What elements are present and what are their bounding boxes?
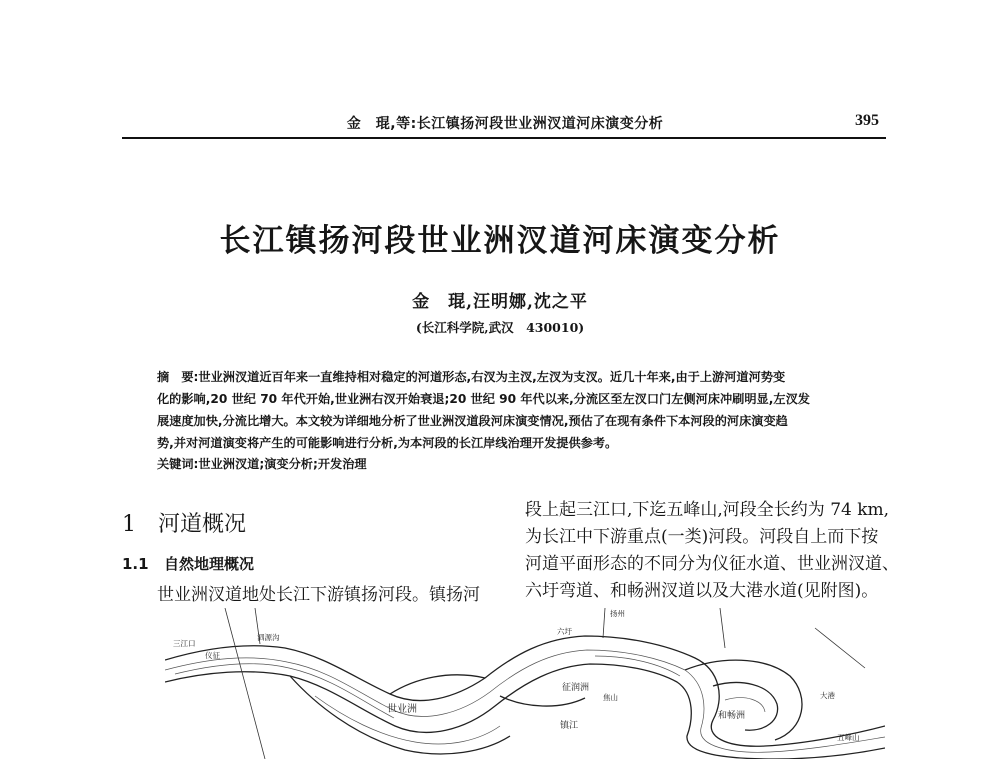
map-label: 六圩 [557, 627, 572, 636]
canals [225, 608, 865, 759]
map-label: 大港 [820, 691, 835, 700]
paragraph-line: 为长江中下游重点(一类)河段。河段自上而下按 [525, 527, 879, 547]
affiliation: (长江科学院,武汉 430010) [415, 320, 585, 335]
abstract-line: 摘 要:世业洲汊道近百年来一直维持相对稳定的河道形态,右汊为主汊,左汊为支汊。近几十年来,由于上游河道河势变 [157, 370, 786, 384]
body-paragraph-left: 世业洲汊道地处长江下游镇扬河段。镇扬河 [157, 585, 480, 605]
section-title: 河道概况 [158, 512, 247, 537]
running-head-title: 金 琨,等:长江镇扬河段世业洲汊道河床演变分析 [346, 116, 664, 132]
map-label: 征润洲 [562, 683, 590, 693]
section-number: 1 [122, 512, 136, 537]
river-map-figure [165, 608, 885, 759]
map-label: 三江口 [173, 639, 196, 648]
paragraph-line: 河道平面形态的不同分为仪征水道、世业洲汊道、 [525, 554, 899, 574]
keywords: 关键词:世业洲汊道;演变分析;开发治理 [157, 457, 367, 471]
map-label: 和畅洲 [718, 711, 746, 721]
map-label: 扬州 [610, 609, 625, 618]
depth-contours [165, 650, 885, 752]
map-label: 镇江 [560, 721, 579, 731]
abstract [157, 366, 883, 454]
map-label: 五峰山 [837, 733, 860, 742]
subsection-heading [122, 553, 254, 574]
subsection-number: 1.1 [122, 555, 149, 573]
authors: 金 琨,汪明娜,沈之平 [412, 292, 588, 312]
map-label: 仪征 [205, 651, 220, 660]
running-head [125, 113, 885, 135]
paper-title: 长江镇扬河段世业洲汊道河床演变分析 [219, 223, 781, 259]
abstract-line: 展速度加快,分流比增大。本文较为详细地分析了世业洲汊道段河床演变情况,预估了在现有条件下本河段的河床演变趋 [157, 414, 788, 428]
subsection-title: 自然地理概况 [164, 555, 255, 573]
map-label: 世业洲 [387, 704, 417, 715]
map-label: 焦山 [603, 693, 618, 702]
map-label: 泗源沟 [257, 633, 280, 642]
river-banks [165, 636, 885, 759]
abstract-line: 势,并对河道演变将产生的可能影响进行分析,为本河段的长江岸线治理开发提供参考。 [157, 436, 618, 450]
paragraph-line: 段上起三江口,下迄五峰山,河段全长约为 74 km, [525, 500, 890, 520]
paragraph-line: 六圩弯道、和畅洲汊道以及大港水道(见附图)。 [525, 581, 879, 601]
header-rule [122, 137, 886, 139]
abstract-line: 化的影响,20 世纪 70 年代开始,世业洲右汊开始衰退;20 世纪 90 年代以来,分流区至左汊口门左侧河床冲刷明显,左汊发 [157, 392, 810, 406]
page-number: 395 [855, 112, 879, 129]
section-heading [122, 507, 246, 538]
body-paragraph-right [525, 497, 899, 605]
